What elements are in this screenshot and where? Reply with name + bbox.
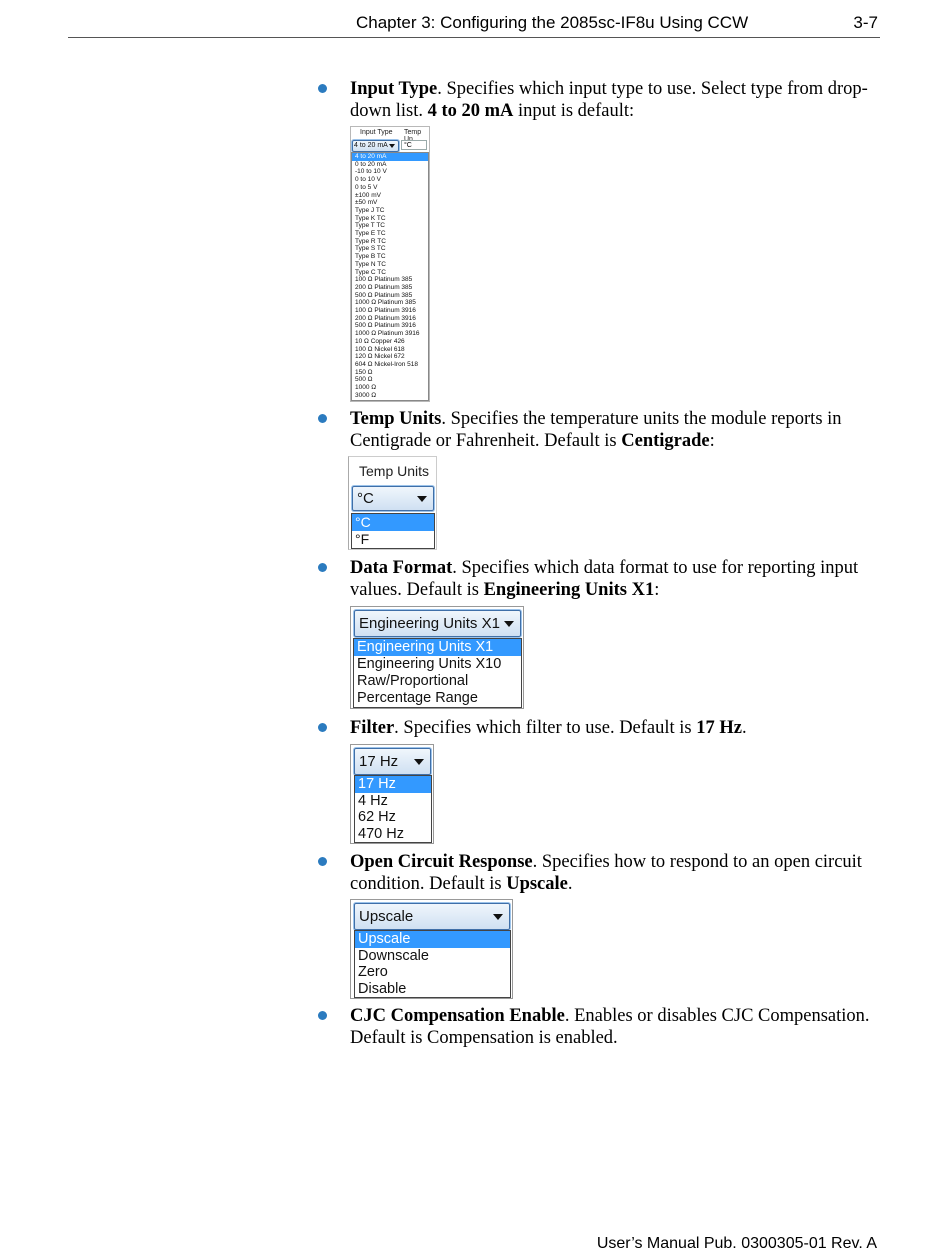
option-item[interactable]: Engineering Units X10 [357,656,502,672]
open-circuit-options-list[interactable] [354,930,511,998]
bullet-icon [318,723,327,732]
option-item[interactable]: 4 Hz [358,792,388,809]
filter-combo[interactable]: 17 Hz [354,748,431,775]
option-item[interactable]: ±100 mV [355,191,381,199]
chapter-title: Chapter 3: Configuring the 2085sc-IF8u Using CCW [356,13,749,32]
option-item[interactable]: -10 to 10 V [355,168,387,176]
default-open-circuit: Upscale [506,874,568,894]
chevron-down-icon [414,759,424,765]
chevron-down-icon [504,621,514,627]
filter-description: Filter. Specifies which filter to use. Default is 17 Hz. [350,718,747,738]
temp-units-column-header: Temp [404,129,422,136]
option-item[interactable]: Type E TC [355,230,386,238]
default-input-type: 4 to 20 mA [427,101,514,121]
temp-units-dropdown-screenshot [348,456,437,550]
data-format-combo[interactable]: Engineering Units X1 [354,610,521,637]
input-type-combo[interactable]: 4 to 20 mA [352,140,399,152]
option-item[interactable]: 1000 Ω Platinum 385 [355,299,416,307]
term-filter: Filter [350,718,395,738]
option-item[interactable]: °F [355,531,370,547]
option-item[interactable]: Disable [358,980,407,997]
temp-units-cell[interactable]: °C [401,140,427,150]
term-cjc: CJC Compensation Enable [350,1006,565,1026]
bullet-icon [318,414,327,423]
option-item[interactable]: Type S TC [355,245,386,253]
option-item[interactable]: 200 Ω Platinum 3916 [355,314,416,322]
option-item[interactable]: 470 Hz [358,825,404,842]
term-input-type: Input Type [350,79,438,99]
option-item[interactable]: 100 Ω Platinum 3916 [355,307,416,315]
option-item[interactable]: 17 Hz [355,776,431,793]
open-circuit-combo[interactable]: Upscale [354,903,510,930]
bullet-icon [318,1011,327,1020]
bullet-icon [318,563,327,572]
option-item[interactable]: 500 Ω [355,376,373,384]
option-item[interactable]: Upscale [355,931,510,948]
cjc-description: CJC Compensation Enable. Enables or disables CJC Compensation. Default is Compensation is enabled. [350,1006,870,1048]
input-type-description: Input Type. Specifies which input type to use. Select type from drop-down list. 4 to 20 mA input is default: [350,79,868,121]
open-circuit-description: Open Circuit Response. Specifies how to respond to an open circuit condition. Default is Upscale. [350,852,862,894]
option-item[interactable]: Type J TC [355,206,385,214]
option-item[interactable]: Type T TC [355,222,385,230]
temp-units-description: Temp Units. Specifies the temperature units the module reports in Centigrade or Fahrenheit. Default is Centigrade: [350,409,842,451]
page-footer: User’s Manual Pub. 0300305-01 Rev. A [596,1235,877,1252]
chevron-down-icon [493,914,503,920]
default-filter: 17 Hz [696,718,742,738]
option-item[interactable]: 3000 Ω [355,391,377,399]
input-type-dropdown-screenshot [350,126,430,402]
option-item[interactable]: 1000 Ω Platinum 3916 [355,330,420,338]
option-item[interactable]: 500 Ω Platinum 385 [355,291,413,299]
filter-options-list[interactable] [354,775,432,843]
option-item[interactable]: Type B TC [355,253,386,261]
input-type-options-list[interactable] [351,152,429,401]
option-item[interactable]: Type K TC [355,214,386,222]
temp-units-options-list[interactable] [351,513,435,549]
option-item[interactable]: 100 Ω Nickel 618 [355,345,405,353]
option-item[interactable]: Zero [358,964,388,980]
default-temp-units: Centigrade [621,431,710,451]
option-item[interactable]: Percentage Range [357,690,478,706]
temp-units-column-header: Temp Units [359,463,430,479]
open-circuit-dropdown-screenshot [350,899,513,999]
option-item[interactable]: °C [352,514,434,531]
chevron-down-icon [417,496,427,502]
page-number: 3-7 [853,13,878,32]
option-item[interactable]: Type R TC [355,237,386,245]
option-item[interactable]: 0 to 10 V [355,176,382,184]
option-item[interactable]: 0 to 5 V [355,183,378,191]
data-format-dropdown-screenshot [350,606,524,709]
option-item[interactable]: 150 Ω [355,368,373,376]
option-item[interactable]: 100 Ω Platinum 385 [355,276,413,284]
option-item[interactable]: 500 Ω Platinum 3916 [355,322,416,330]
bullet-icon [318,857,327,866]
term-temp-units: Temp Units [350,409,442,429]
term-open-circuit: Open Circuit Response [350,852,533,872]
option-item[interactable]: 10 Ω Copper 426 [355,337,405,345]
option-item[interactable]: 120 Ω Nickel 672 [355,353,405,361]
option-item[interactable]: Engineering Units X1 [354,639,521,656]
option-item[interactable]: Type C TC [355,268,386,276]
option-item[interactable]: Raw/Proportional [357,673,469,689]
input-type-column-header: Input Type [360,129,393,136]
data-format-description: Data Format. Specifies which data format to use for reporting input values. Default is Engineering Units X1: [350,558,859,600]
bullet-icon [318,84,327,93]
data-format-options-list[interactable] [353,638,522,708]
option-item[interactable]: 200 Ω Platinum 385 [355,283,413,291]
filter-dropdown-screenshot [350,744,434,844]
option-item[interactable]: 62 Hz [358,809,396,825]
option-item[interactable]: 604 Ω Nickel-Iron 518 [355,360,419,368]
option-item[interactable]: 1000 Ω [355,384,377,392]
default-data-format: Engineering Units X1 [483,580,655,600]
option-item[interactable]: Type N TC [355,260,386,268]
term-data-format: Data Format [350,558,453,578]
option-item[interactable]: Downscale [358,947,429,964]
option-item[interactable]: ±50 mV [355,199,378,207]
option-item[interactable]: 0 to 20 mA [355,160,387,168]
temp-units-combo[interactable]: °C [352,486,434,511]
chevron-down-icon [389,144,395,148]
option-item[interactable]: 4 to 20 mA [352,153,428,161]
page-header [68,13,880,38]
